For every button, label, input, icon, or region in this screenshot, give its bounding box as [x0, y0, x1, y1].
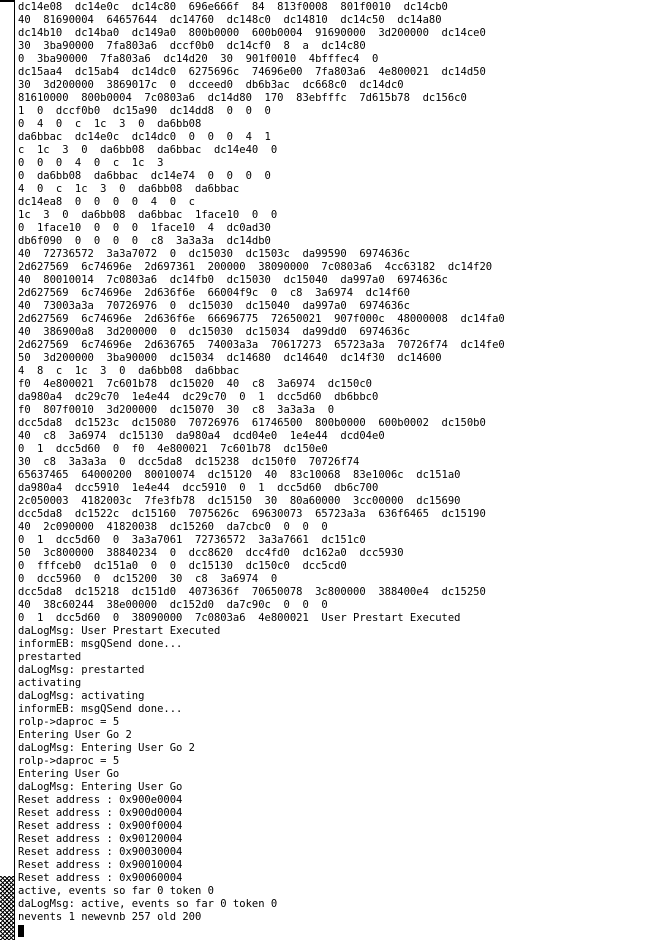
terminal-line: 0 0 0 4 0 c 1c 3 — [18, 157, 164, 169]
prompt-row[interactable] — [18, 924, 646, 937]
terminal-line: 40 80010014 7c0803a6 dc14fb0 dc15030 dc15040 da997a0 6974636c — [18, 274, 448, 286]
terminal-line: 40 38c60244 38e00000 dc152d0 da7c90c 0 0 0 — [18, 599, 328, 611]
terminal-line: 0 4 0 c 1c 3 0 da6bb08 — [18, 118, 202, 130]
terminal-line: 1 0 dccf0b0 dc15a90 dc14dd8 0 0 0 — [18, 105, 271, 117]
terminal-line: 65637465 64000200 80010074 dc15120 40 83c10068 83e1006c dc151a0 — [18, 469, 461, 481]
terminal-line: 40 386900a8 3d200000 0 dc15030 dc15034 da99dd0 6974636c — [18, 326, 410, 338]
terminal-line: 0 3ba90000 7fa803a6 dc14d20 30 901f0010 4bfffec4 0 — [18, 53, 379, 65]
terminal-line: activating — [18, 677, 82, 689]
terminal-line: db6f090 0 0 0 0 c8 3a3a3a dc14db0 — [18, 235, 271, 247]
terminal-line: Reset address : 0x90060004 — [18, 872, 183, 884]
terminal-line: Reset address : 0x90030004 — [18, 846, 183, 858]
terminal-line: da980a4 dcc5910 1e4e44 dcc5910 0 1 dcc5d60 db6c700 — [18, 482, 379, 494]
terminal-line: 2d627569 6c74696e 2d636f6e 66696775 72650021 907f000c 48000008 dc14fa0 — [18, 313, 505, 325]
terminal-line: c 1c 3 0 da6bb08 da6bbac dc14e40 0 — [18, 144, 278, 156]
terminal-line: f0 807f0010 3d200000 dc15070 30 c8 3a3a3a 0 — [18, 404, 335, 416]
terminal-line: 4 8 c 1c 3 0 da6bb08 da6bbac — [18, 365, 240, 377]
terminal-line: f0 4e800021 7c601b78 dc15020 40 c8 3a6974 dc150c0 — [18, 378, 373, 390]
terminal-line: 40 72736572 3a3a7072 0 dc15030 dc1503c da99590 6974636c — [18, 248, 410, 260]
terminal-line: informEB: msgQSend done... — [18, 638, 183, 650]
terminal-line: daLogMsg: prestarted — [18, 664, 145, 676]
terminal-line: rolp->daproc = 5 — [18, 755, 120, 767]
terminal-line: 81610000 800b0004 7c0803a6 dc14d80 170 83ebfffc 7d615b78 dc156c0 — [18, 92, 467, 104]
terminal-line: Entering User Go 2 — [18, 729, 132, 741]
terminal-line: 40 c8 3a6974 dc15130 da980a4 dcd04e0 1e4e44 dcd04e0 — [18, 430, 385, 442]
terminal-line: 2d627569 6c74696e 2d697361 200000 38090000 7c0803a6 4cc63182 dc14f20 — [18, 261, 493, 273]
terminal-line: Entering User Go — [18, 768, 120, 780]
terminal-line: 1c 3 0 da6bb08 da6bbac 1face10 0 0 — [18, 209, 278, 221]
scrollbar[interactable] — [0, 0, 15, 940]
terminal-line: dc14e08 dc14e0c dc14c80 696e666f 84 813f0008 801f0010 dc14cb0 — [18, 1, 448, 13]
terminal-line: 50 3d200000 3ba90000 dc15034 dc14680 dc14640 dc14f30 dc14600 — [18, 352, 442, 364]
terminal-line: 0 1 dcc5d60 0 f0 4e800021 7c601b78 dc150e0 — [18, 443, 328, 455]
terminal-line: 40 81690004 64657644 dc14760 dc148c0 dc14810 dc14c50 dc14a80 — [18, 14, 442, 26]
terminal-line: Reset address : 0x90010004 — [18, 859, 183, 871]
terminal-line: dcc5da8 dc15218 dc151d0 4073636f 70650078 3c800000 388400e4 dc15250 — [18, 586, 486, 598]
terminal-line: da980a4 dc29c70 1e4e44 dc29c70 0 1 dcc5d60 db6bbc0 — [18, 391, 379, 403]
scrollbar-thumb-marker[interactable] — [0, 0, 14, 2]
terminal-line: dc15aa4 dc15ab4 dc14dc0 6275696c 74696e00 7fa803a6 4e800021 dc14d50 — [18, 66, 486, 78]
terminal-line: 0 1face10 0 0 0 1face10 4 dc0ad30 — [18, 222, 271, 234]
terminal-line: 2d627569 6c74696e 2d636765 74003a3a 70617273 65723a3a 70726f74 dc14fe0 — [18, 339, 505, 351]
terminal-line: 0 fffceb0 dc151a0 0 0 dc15130 dc150c0 dcc5cd0 — [18, 560, 347, 572]
terminal-line: prestarted — [18, 651, 82, 663]
terminal-line: dcc5da8 dc1523c dc15080 70726976 61746500 800b0000 600b0002 dc150b0 — [18, 417, 486, 429]
terminal-line: 4 0 c 1c 3 0 da6bb08 da6bbac — [18, 183, 240, 195]
terminal-line: 30 3ba90000 7fa803a6 dccf0b0 dc14cf0 8 a dc14c80 — [18, 40, 366, 52]
terminal-line: da6bbac dc14e0c dc14dc0 0 0 0 4 1 — [18, 131, 271, 143]
text-cursor — [18, 925, 24, 937]
terminal-line: Reset address : 0x900d0004 — [18, 807, 183, 819]
terminal-line: 50 3c800000 38840234 0 dcc8620 dcc4fd0 dc162a0 dcc5930 — [18, 547, 404, 559]
terminal-line: 0 1 dcc5d60 0 3a3a7061 72736572 3a3a7661 dc151c0 — [18, 534, 366, 546]
terminal-output — [18, 1, 646, 937]
terminal-line: dc14ea8 0 0 0 0 4 0 c — [18, 196, 196, 208]
terminal-line: 0 dcc5960 0 dc15200 30 c8 3a6974 0 — [18, 573, 278, 585]
terminal-line: daLogMsg: User Prestart Executed — [18, 625, 221, 637]
terminal-line: daLogMsg: active, events so far 0 token 0 — [18, 898, 278, 910]
terminal-line: active, events so far 0 token 0 — [18, 885, 214, 897]
terminal-line: 30 c8 3a3a3a 0 dcc5da8 dc15238 dc150f0 70726f74 — [18, 456, 360, 468]
terminal-line: 2c050003 4182003c 7fe3fb78 dc15150 30 80a60000 3cc00000 dc15690 — [18, 495, 461, 507]
terminal-line: Reset address : 0x90120004 — [18, 833, 183, 845]
terminal-line: Reset address : 0x900f0004 — [18, 820, 183, 832]
terminal-line: dcc5da8 dc1522c dc15160 7075626c 69630073 65723a3a 636f6465 dc15190 — [18, 508, 486, 520]
scrollbar-thumb[interactable] — [0, 876, 14, 940]
terminal-line: 30 3d200000 3869017c 0 dcceed0 db6b3ac dc668c0 dc14dc0 — [18, 79, 404, 91]
terminal-line: daLogMsg: Entering User Go 2 — [18, 742, 196, 754]
terminal-line: 2d627569 6c74696e 2d636f6e 66004f9c 0 c8 3a6974 dc14f60 — [18, 287, 410, 299]
terminal-line: 0 da6bb08 da6bbac dc14e74 0 0 0 0 — [18, 170, 271, 182]
terminal-line: rolp->daproc = 5 — [18, 716, 120, 728]
terminal-line: 0 1 dcc5d60 0 38090000 7c0803a6 4e800021 User Prestart Executed — [18, 612, 461, 624]
terminal-line: Reset address : 0x900e0004 — [18, 794, 183, 806]
terminal-line: daLogMsg: Entering User Go — [18, 781, 183, 793]
terminal-line: dc14b10 dc14ba0 dc149a0 800b0000 600b0004 91690000 3d200000 dc14ce0 — [18, 27, 486, 39]
terminal-line: informEB: msgQSend done... — [18, 703, 183, 715]
terminal-line: daLogMsg: activating — [18, 690, 145, 702]
terminal-line: 40 73003a3a 70726976 0 dc15030 dc15040 da997a0 6974636c — [18, 300, 410, 312]
terminal-line: 40 2c090000 41820038 dc15260 da7cbc0 0 0 0 — [18, 521, 328, 533]
terminal-line: nevents 1 newevnb 257 old 200 — [18, 911, 202, 923]
